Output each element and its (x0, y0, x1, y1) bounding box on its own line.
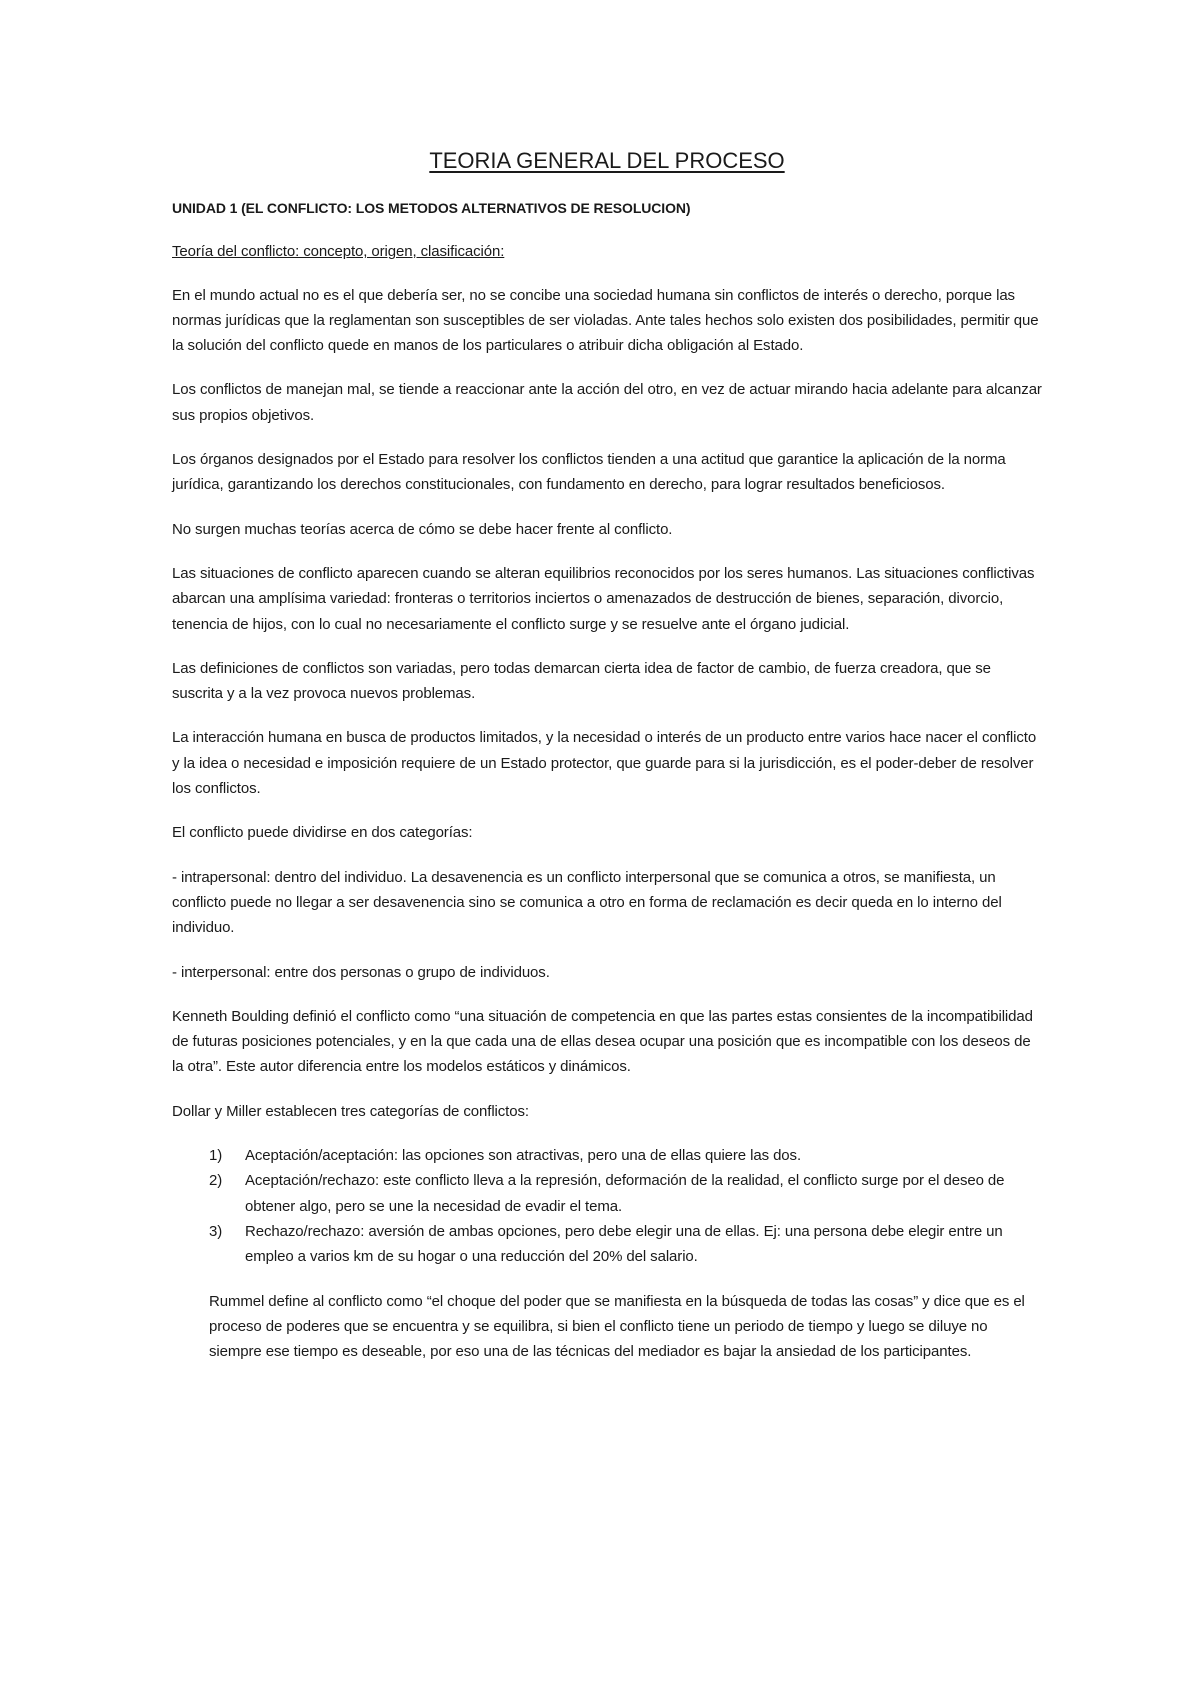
paragraph: No surgen muchas teorías acerca de cómo se debe hacer frente al conflicto. (172, 520, 673, 538)
paragraph-rummel: Rummel define al conflicto como “el choque del poder que se manifiesta en la búsqueda de todas las cosas” y dice que es el proceso de poderes que se encuentra y se equilibra, si bien el conflicto tiene un periodo de tiempo y luego se diluye no siempre ese tiempo es deseable, por eso una de las técnicas del mediador es bajar la ansiedad de los participantes. (209, 1292, 1025, 1361)
unit-heading: UNIDAD 1 (EL CONFLICTO: LOS METODOS ALTERNATIVOS DE RESOLUCION) (172, 200, 691, 216)
list-item-text: Rechazo/rechazo: aversión de ambas opciones, pero debe elegir una de ellas. Ej: una persona debe elegir entre un empleo a varios km de su hogar o una reducción del 20% del salario. (245, 1222, 1003, 1266)
list-item-text: Aceptación/rechazo: este conflicto lleva a la represión, deformación de la realidad, el conflicto surge por el deseo de obtener algo, pero se une la necesidad de evadir el tema. (245, 1172, 1005, 1215)
paragraph-dollar-miller: Dollar y Miller establecen tres categorías de conflictos: (172, 1102, 529, 1120)
paragraph: Los conflictos de manejan mal, se tiende a reaccionar ante la acción del otro, en vez de actuar mirando hacia adelante para alcanzar sus propios objetivos. (172, 381, 1042, 424)
list-item (172, 1219, 1042, 1270)
list-item-number: 1) (209, 1147, 223, 1165)
paragraph-intrapersonal: - intrapersonal: dentro del individuo. La desavenencia es un conflicto interpersonal que se comunica a otros, se manifiesta, un conflicto puede no llegar a ser desavenencia sino se comunica a otro en forma de reclamación es decir queda en lo interno del individuo. (172, 868, 1002, 937)
document-body (172, 146, 1042, 1383)
list-item (172, 1168, 1042, 1219)
paragraph: Las situaciones de conflicto aparecen cuando se alteran equilibrios reconocidos por los seres humanos. Las situaciones conflictivas abarcan una amplísima variedad: fronteras o territorios inciertos o amenazados de destrucción de bienes, separación, divorcio, tenencia de hijos, con lo cual no necesariamente el conflicto surge y se resuelve ante el órgano judicial. (172, 564, 1035, 633)
section-heading: Teoría del conflicto: concepto, origen, clasificación: (172, 243, 505, 261)
list-item-number: 2) (209, 1172, 223, 1190)
document-title: TEORIA GENERAL DEL PROCESO (429, 148, 785, 173)
paragraph-interpersonal: - interpersonal: entre dos personas o grupo de individuos. (172, 963, 550, 981)
paragraph: Las definiciones de conflictos son variadas, pero todas demarcan cierta idea de factor de cambio, de fuerza creadora, que se suscrita y a la vez provoca nuevos problemas. (172, 659, 991, 703)
list-item (172, 1143, 1042, 1168)
conflict-categories-list (172, 1143, 1042, 1269)
list-item-number: 3) (209, 1222, 223, 1240)
paragraph: La interacción humana en busca de productos limitados, y la necesidad o interés de un producto entre varios hace nacer el conflicto y la idea o necesidad e imposición requiere de un Estado protector, que guarde para si la jurisdicción, es el poder-deber de resolver los conflictos. (172, 729, 1037, 798)
paragraph: En el mundo actual no es el que debería ser, no se concibe una sociedad humana sin conflictos de interés o derecho, porque las normas jurídicas que la reglamentan son susceptibles de ser violadas. Ante tales hechos solo existen dos posibilidades, permitir que la solución del conflicto quede en manos de los particulares o atribuir dicha obligación al Estado. (172, 286, 1039, 355)
paragraph: El conflicto puede dividirse en dos categorías: (172, 824, 473, 842)
list-item-text: Aceptación/aceptación: las opciones son atractivas, pero una de ellas quiere las dos. (245, 1147, 802, 1165)
paragraph: Los órganos designados por el Estado para resolver los conflictos tienden a una actitud que garantice la aplicación de la norma jurídica, garantizando los derechos constitucionales, con fundamento en derecho, para lograr resultados beneficiosos. (172, 451, 1006, 494)
paragraph-boulding: Kenneth Boulding definió el conflicto como “una situación de competencia en que las partes estas consientes de la incompatibilidad de futuras posiciones potenciales, y en la que cada una de ellas desea ocupar una posición que es incompatible con los deseos de la otra”. Este autor diferencia entre los modelos estáticos y dinámicos. (172, 1007, 1033, 1076)
